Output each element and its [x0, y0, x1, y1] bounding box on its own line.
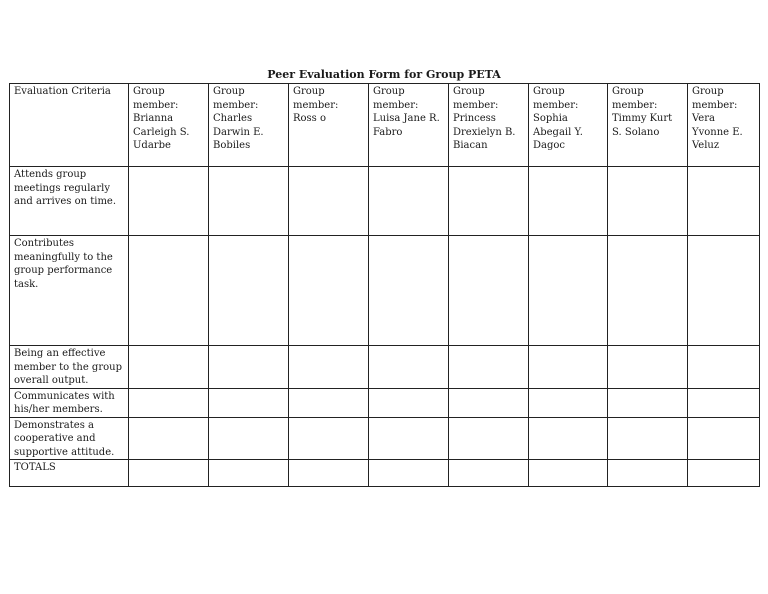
member-label: member:: [213, 99, 259, 111]
criteria-row: [10, 236, 760, 346]
rating-cell[interactable]: [449, 167, 529, 236]
member-name: Luisa Jane R. Fabro: [373, 113, 440, 138]
form-title: Peer Evaluation Form for Group PETA: [267, 68, 501, 81]
member-name: Ross o: [293, 113, 327, 124]
rating-cell[interactable]: [688, 167, 760, 236]
member-label: member:: [612, 99, 658, 111]
rating-cell[interactable]: [289, 388, 369, 417]
member-group-label: Group: [453, 86, 485, 97]
total-cell[interactable]: [608, 460, 688, 487]
rating-cell[interactable]: [529, 236, 608, 346]
rating-cell[interactable]: [529, 167, 608, 236]
rating-cell[interactable]: [369, 346, 449, 389]
member-header: [529, 84, 608, 167]
rating-cell[interactable]: [289, 417, 369, 460]
rating-cell[interactable]: [209, 417, 289, 460]
criteria-label: Communicates with his/her members.: [10, 388, 129, 417]
member-name: Charles Darwin E. Bobiles: [213, 113, 264, 151]
member-name: Vera Yvonne E. Veluz: [692, 113, 743, 151]
rating-cell[interactable]: [209, 388, 289, 417]
rating-cell[interactable]: [449, 388, 529, 417]
total-cell[interactable]: [688, 460, 760, 487]
rating-cell[interactable]: [129, 346, 209, 389]
total-cell[interactable]: [529, 460, 608, 487]
member-name: Brianna Carleigh S. Udarbe: [133, 113, 190, 151]
member-group-label: Group: [293, 86, 325, 97]
criteria-label: Contributes meaningfully to the group performance task.: [10, 236, 129, 346]
totals-label: TOTALS: [10, 460, 129, 487]
total-cell[interactable]: [129, 460, 209, 487]
rating-cell[interactable]: [129, 236, 209, 346]
member-label: member:: [133, 99, 179, 111]
rating-cell[interactable]: [129, 388, 209, 417]
member-name: Princess Drexielyn B. Biacan: [453, 113, 516, 151]
member-header: [209, 84, 289, 167]
rating-cell[interactable]: [608, 388, 688, 417]
member-group-label: Group: [692, 86, 724, 97]
rating-cell[interactable]: [608, 236, 688, 346]
rating-cell[interactable]: [449, 346, 529, 389]
member-header: [449, 84, 529, 167]
member-header: [369, 84, 449, 167]
rating-cell[interactable]: [129, 417, 209, 460]
member-name: Sophia Abegail Y. Dagoc: [533, 113, 583, 151]
rating-cell[interactable]: [369, 417, 449, 460]
member-group-label: Group: [133, 86, 165, 97]
rating-cell[interactable]: [369, 388, 449, 417]
rating-cell[interactable]: [209, 236, 289, 346]
rating-cell[interactable]: [449, 417, 529, 460]
rating-cell[interactable]: [608, 346, 688, 389]
peer-evaluation-table: [9, 83, 760, 487]
rating-cell[interactable]: [688, 417, 760, 460]
criteria-label: Demonstrates a cooperative and supportive attitude.: [10, 417, 129, 460]
rating-cell[interactable]: [688, 346, 760, 389]
criteria-label: Being an effective member to the group overall output.: [10, 346, 129, 389]
totals-row: [10, 460, 760, 487]
rating-cell[interactable]: [129, 167, 209, 236]
rating-cell[interactable]: [369, 236, 449, 346]
rating-cell[interactable]: [529, 346, 608, 389]
member-group-label: Group: [373, 86, 405, 97]
member-name: Timmy Kurt S. Solano: [612, 113, 673, 138]
rating-cell[interactable]: [369, 167, 449, 236]
rating-cell[interactable]: [449, 236, 529, 346]
criteria-label: Attends group meetings regularly and arrives on time.: [10, 167, 129, 236]
rating-cell[interactable]: [688, 236, 760, 346]
member-group-label: Group: [533, 86, 565, 97]
total-cell[interactable]: [369, 460, 449, 487]
criteria-row: [10, 346, 760, 389]
rating-cell[interactable]: [289, 167, 369, 236]
member-group-label: Group: [213, 86, 245, 97]
member-label: member:: [293, 99, 339, 111]
criteria-header: Evaluation Criteria: [10, 84, 129, 167]
rating-cell[interactable]: [608, 167, 688, 236]
criteria-row: [10, 167, 760, 236]
member-group-label: Group: [612, 86, 644, 97]
rating-cell[interactable]: [688, 388, 760, 417]
rating-cell[interactable]: [529, 388, 608, 417]
member-header: [289, 84, 369, 167]
member-header: [608, 84, 688, 167]
member-label: member:: [692, 99, 738, 111]
member-label: member:: [533, 99, 579, 111]
member-label: member:: [453, 99, 499, 111]
rating-cell[interactable]: [209, 346, 289, 389]
rating-cell[interactable]: [529, 417, 608, 460]
total-cell[interactable]: [209, 460, 289, 487]
header-row: [10, 84, 760, 167]
criteria-row: [10, 388, 760, 417]
rating-cell[interactable]: [209, 167, 289, 236]
rating-cell[interactable]: [608, 417, 688, 460]
rating-cell[interactable]: [289, 346, 369, 389]
total-cell[interactable]: [289, 460, 369, 487]
member-header: [688, 84, 760, 167]
total-cell[interactable]: [449, 460, 529, 487]
rating-cell[interactable]: [289, 236, 369, 346]
criteria-row: [10, 417, 760, 460]
member-header: [129, 84, 209, 167]
member-label: member:: [373, 99, 419, 111]
